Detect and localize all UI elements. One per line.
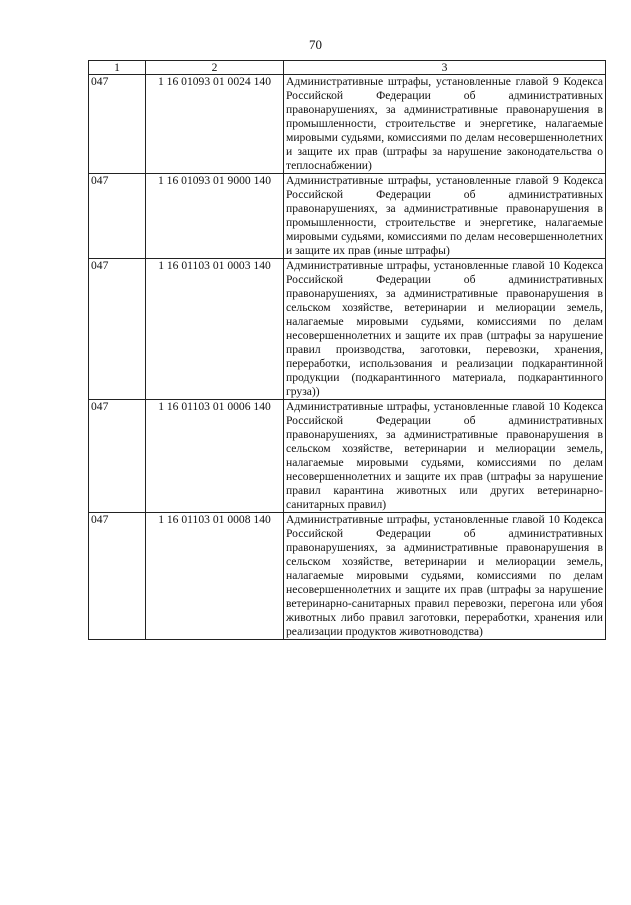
table-row — [89, 259, 606, 400]
budget-code-cell: 1 16 01103 01 0008 140 — [146, 513, 284, 640]
column-header-1: 1 — [89, 61, 146, 75]
table-row — [89, 513, 606, 640]
column-header-2: 2 — [146, 61, 284, 75]
admin-code-cell: 047 — [89, 75, 146, 174]
table-header-row — [89, 61, 606, 75]
column-header-3: 3 — [284, 61, 606, 75]
budget-code-cell: 1 16 01093 01 9000 140 — [146, 174, 284, 259]
table-row — [89, 174, 606, 259]
budget-code-cell: 1 16 01103 01 0003 140 — [146, 259, 284, 400]
page-number: 70 — [309, 37, 322, 52]
revenue-codes-table — [88, 60, 606, 640]
description-cell: Административные штрафы, установленные главой 9 Кодекса Российской Федерации об административных правонарушениях, за административные правонарушения в промышленности, строительстве и энергетике, налагаемые мировыми судьями, комиссиями по делам несовершеннолетних и защите их прав (иные штрафы) — [284, 174, 606, 259]
admin-code-cell: 047 — [89, 259, 146, 400]
budget-code-cell: 1 16 01093 01 0024 140 — [146, 75, 284, 174]
admin-code-cell: 047 — [89, 513, 146, 640]
admin-code-cell: 047 — [89, 174, 146, 259]
description-cell: Административные штрафы, установленные главой 10 Кодекса Российской Федерации об административных правонарушениях, за административные правонарушения в сельском хозяйстве, ветеринарии и мелиорации земель, налагаемые мировыми судьями, комиссиями по делам несовершеннолетних и защите их прав (штрафы за нарушение правил карантина животных или других ветеринарно-санитарных правил) — [284, 400, 606, 513]
admin-code-cell: 047 — [89, 400, 146, 513]
table-row — [89, 75, 606, 174]
description-cell: Административные штрафы, установленные главой 9 Кодекса Российской Федерации об административных правонарушениях, за административные правонарушения в промышленности, строительстве и энергетике, налагаемые мировыми судьями, комиссиями по делам несовершеннолетних и защите их прав (штрафы за нарушение законодательства о теплоснабжении) — [284, 75, 606, 174]
description-cell: Административные штрафы, установленные главой 10 Кодекса Российской Федерации об административных правонарушениях, за административные правонарушения в сельском хозяйстве, ветеринарии и мелиорации земель, налагаемые мировыми судьями, комиссиями по делам несовершеннолетних и защите их прав (штрафы за нарушение правил производства, заготовки, перевозки, хранения, переработки, использования и реализации подкарантинной продукции (подкарантинного материала, подкарантинного груза)) — [284, 259, 606, 400]
budget-code-cell: 1 16 01103 01 0006 140 — [146, 400, 284, 513]
description-cell: Административные штрафы, установленные главой 10 Кодекса Российской Федерации об административных правонарушениях, за административные правонарушения в сельском хозяйстве, ветеринарии и мелиорации земель, налагаемые мировыми судьями, комиссиями по делам несовершеннолетних и защите их прав (штрафы за нарушение ветеринарно-санитарных правил перевозки, перегона или убоя животных либо правил заготовки, переработки, хранения или реализации продуктов животноводства) — [284, 513, 606, 640]
table-row — [89, 400, 606, 513]
